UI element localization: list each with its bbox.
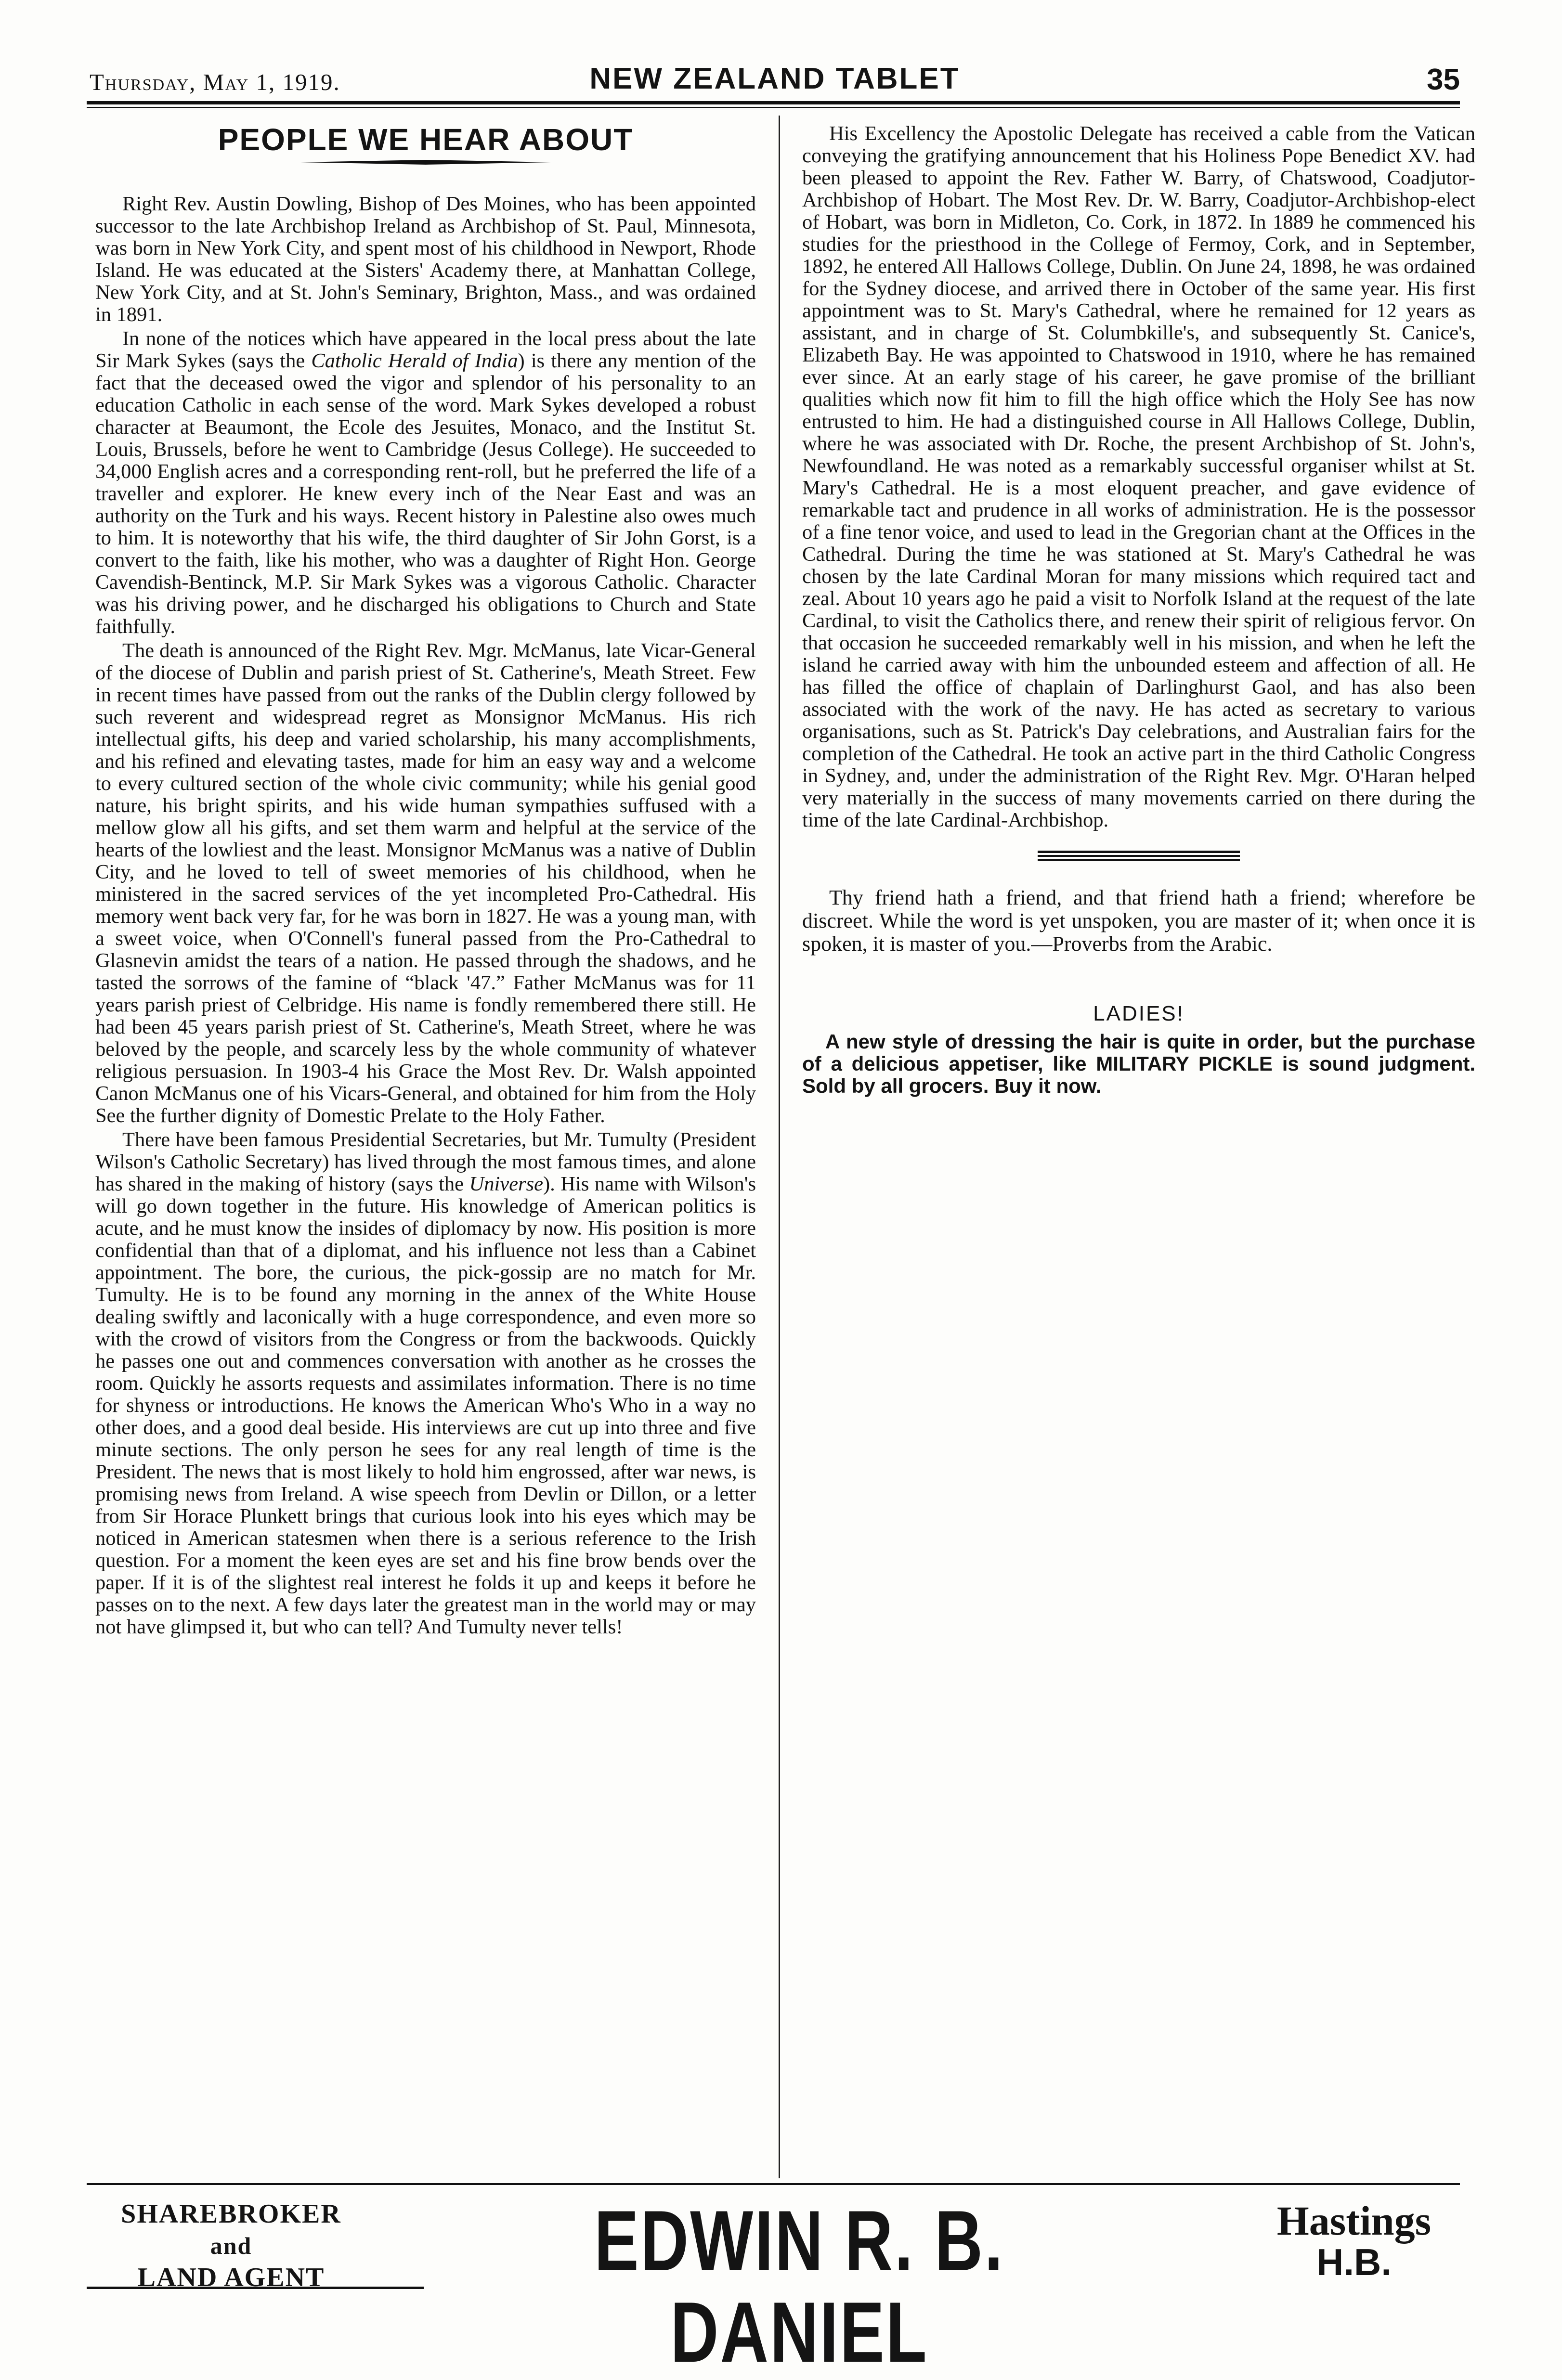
- banner-rule: [87, 2183, 1460, 2185]
- tumulty-text-start: There have been famous Presidential Secretaries, but Mr. Tumulty (President Wilson's Catholic Secretary) has lived through the most famous times, and alone has shared in the making of history (says the: [95, 1128, 756, 1195]
- banner-hb: H.B.: [1316, 2241, 1392, 2283]
- masthead-rule-thin: [87, 107, 1460, 108]
- advert-body: [802, 1031, 1475, 1097]
- paragraph-mcmanus: The death is announced of the Right Rev. Mgr. McManus, late Vicar-General of the diocese of Dublin and parish priest of St. Catherine's, Meath Street. Few in recent times have passed from out the ranks of the Dublin clergy followed by such reverent and widespread regret as Monsignor McManus. His rich intellectual gifts, his deep and varied scholarship, his many accomplishments, and his refined and elevating tastes, made for him an easy way and a welcome to every cultured section of the whole civic community; while his genial good nature, his bright spirits, and his wide human sympathies suffused with a mellow glow all his gifts, and set them warm and helpful at the service of the hearts of the lowliest and the least. Monsignor McManus was a native of Dublin City, and he loved to tell of sweet memories of his childhood, when he ministered in the sacred services of the yet incompleted Pro-Cathedral. His memory went back very far, for he was born in 1827. He was a young man, with a sweet voice, when O'Connell's funeral passed from the Pro-Cathedral to Glasnevin amidst the tears of a nation. He passed through the shadows, and he tasted the sorrows of the famine of “black '47.” Father McManus was for 11 years parish priest of Celbridge. His name is fondly remembered there still. He had been 45 years parish priest of St. Catherine's, Meath Street, where he was beloved by the people, and scarcely less by the whole community of whatever religious persuasion. In 1903-4 his Grace the Most Rev. Dr. Walsh appointed Canon McManus one of his Vicars-General, and obtained for him from the Holy See the further dignity of Domestic Prelate to the Holy Father.: [95, 639, 756, 1127]
- banner-sharebroker: SHAREBROKER: [121, 2199, 341, 2229]
- sykes-text-end: ) is there any mention of the fact that the deceased owed the vigor and splendor of his personality to an education Catholic in each sense of the word. Mark Sykes developed a robust character at Beaumont, the Ecole des Jesuites, Monaco, and the Institut St. Louis, Brussels, before he went to Cambridge (Jesus College). He succeeded to 34,000 English acres and a corresponding rent-roll, but he preferred the life of a traveller and explorer. He knew every inch of the Near East and was an authority on the Turk and his ways. Recent history in Palestine also owes much to him. It is noteworthy that his wife, the third daughter of Sir John Gorst, is a convert to the faith, like his mother, who was a daughter of Right Hon. George Cavendish-Bentinck, M.P. Sir Mark Sykes was a vigorous Catholic. Character was his driving power, and he discharged his obligations to Church and State faithfully.: [95, 349, 756, 638]
- masthead: [90, 62, 1460, 101]
- paragraph-dowling: Right Rev. Austin Dowling, Bishop of Des Moines, who has been appointed successor to the late Archbishop Ireland as Archbishop of St. Paul, Minnesota, was born in New York City, and spent most of his childhood in Newport, Rhode Island. He was educated at the Sisters' Academy there, at Manhattan College, New York City, and at St. John's Seminary, Brighton, Mass., and was ordained in 1891.: [95, 193, 756, 326]
- advert-banner: [87, 2193, 1460, 2380]
- paragraph-tumulty: [95, 1129, 756, 1638]
- title-ornament: [300, 158, 551, 166]
- article-title: PEOPLE WE HEAR ABOUT: [218, 123, 634, 157]
- page-number: 35: [1427, 63, 1460, 96]
- banner-bottom-rule: [87, 2287, 424, 2289]
- right-column: [802, 123, 1475, 2159]
- tumulty-source: Universe: [469, 1173, 543, 1195]
- advert-text: A new style of dressing the hair is quite in order, but the purchase of a delicious appetiser, like MILITARY PICKLE is sound judgment. Sold by all grocers. Buy it now.: [802, 1030, 1475, 1097]
- publication-title: NEW ZEALAND TABLET: [589, 62, 960, 95]
- banner-location: [1267, 2200, 1441, 2283]
- separator-rule: [1038, 851, 1240, 861]
- banner-name: EDWIN R. B. DANIEL: [594, 2193, 1004, 2380]
- left-column: [95, 123, 756, 2159]
- masthead-rule: [87, 101, 1460, 104]
- tumulty-text-end: ). His name with Wilson's will go down together in the future. His knowledge of American politics is acute, and he must know the insides of diplomacy by now. His position is more confidential than that of a diplomat, and his influence not less than a Cabinet appointment. The bore, the curious, the pick-gossip are no match for Mr. Tumulty. He is to be found any morning in the annex of the White House dealing swiftly and laconically with a huge correspondence, and even more so with the crowd of visitors from the Congress or from the backwoods. Quickly he passes one out and commences conversation with another as he crosses the room. Quickly he assorts requests and assimilates information. There is no time for shyness or introductions. He knows the American Who's Who in a way no other does, and a good deal beside. His interviews are cut up into three and five minute sections. The only person he sees for any real length of time is the President. The news that is most likely to hold him engrossed, after war news, is promising news from Ireland. A wise speech from Devlin or Dillon, or a letter from Sir Horace Plunkett brings that curious look into his eyes which may be noticed in American statesmen when there is a serious reference to the Irish question. For a moment the keen eyes are set and his fine brow bends over the paper. If it is of the slightest real interest he folds it up and keeps it before he passes on to the next. A few days later the greatest man in the world may or may not have glimpsed it, but who can tell? And Tumulty never tells!: [95, 1173, 756, 1638]
- banner-occupation: [96, 2198, 366, 2293]
- advert-heading: LADIES!: [1093, 1002, 1185, 1025]
- paragraph-barry: His Excellency the Apostolic Delegate has received a cable from the Vatican conveying the gratifying announcement that his Holiness Pope Benedict XV. had been pleased to appoint the Rev. Father W. Barry, of Chatswood, Coadjutor-Archbishop of Hobart. The Most Rev. Dr. W. Barry, Coadjutor-Archbishop-elect of Hobart, was born in Midleton, Co. Cork, in 1872. In 1889 he commenced his studies for the priesthood in the College of Fermoy, Cork, and in September, 1892, he entered All Hallows College, Dublin. On June 24, 1898, he was ordained for the Sydney diocese, and arrived there in October of the same year. His first appointment was to St. Mary's Cathedral, where he remained for 12 years as assistant, and in charge of St. Columbkille's, and subsequently St. Canice's, Elizabeth Bay. He was appointed to Chatswood in 1910, where he has remained ever since. At an early stage of his career, he gave promise of the brilliant qualities which now fit him to fill the high office which the Holy See has now entrusted to him. He had a distinguished course in All Hallows College, Dublin, where he was associated with Dr. Roche, the present Archbishop of St. John's, Newfoundland. He was noted as a remarkably successful organiser whilst at St. Mary's Cathedral. He is a most eloquent preacher, and gave evidence of remarkable tact and prudence in all works of administration. He is the possessor of a fine tenor voice, and used to lead in the Gregorian chant at the Offices in the Cathedral. During the time he was stationed at St. Mary's Cathedral he was chosen by the late Cardinal Moran for many missions which required tact and zeal. About 10 years ago he paid a visit to Norfolk Island at the request of the late Cardinal, to visit the Catholics there, and renew their spirit of religious fervor. On that occasion he succeeded remarkably well in his mission, and when he left the island he carried away with him the unbounded esteem and affection of all. He has filled the office of chaplain of Darlinghurst Gaol, and has also been associated with the work of the navy. He has acted as secretary to various organisations, such as St. Patrick's Day celebrations, and Australian fairs for the completion of the Cathedral. He took an active part in the third Catholic Congress in Sydney, and, under the administration of the Right Rev. Mgr. O'Haran helped very materially in the success of many movements carried on there during the time of the late Cardinal-Archbishop.: [802, 123, 1475, 831]
- banner-and: and: [210, 2232, 252, 2259]
- paragraph-sykes: [95, 328, 756, 638]
- proverb-text: Thy friend hath a friend, and that friend hath a friend; wherefore be discreet. While the word is yet unspoken, you are master of it; when once it is spoken, it is master of you.—Proverbs from the Arabic.: [802, 886, 1475, 956]
- issue-date: Thursday, May 1, 1919.: [90, 69, 340, 95]
- sykes-source: Catholic Herald of India: [311, 349, 518, 372]
- banner-land-agent: LAND AGENT: [137, 2263, 325, 2292]
- column-divider: [779, 116, 780, 2178]
- sykes-text-start: In none of the notices which have appeared in the local press about the late Sir Mark Sykes (says the: [95, 327, 756, 372]
- banner-hastings: Hastings: [1276, 2198, 1432, 2244]
